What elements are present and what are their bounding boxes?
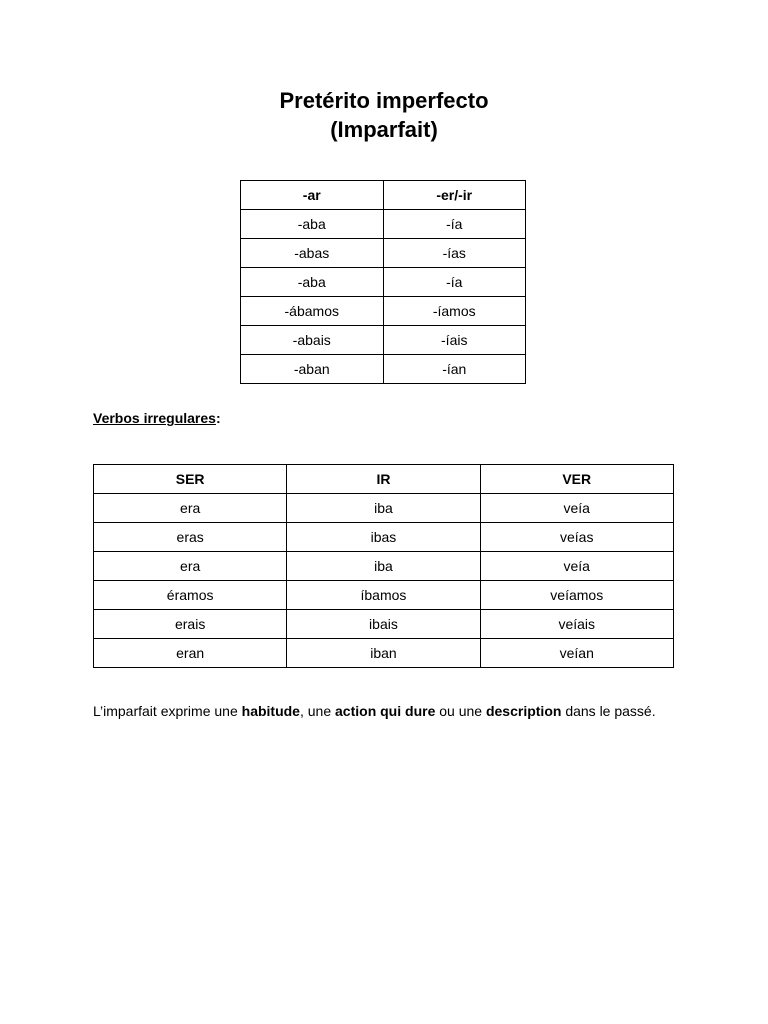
table-row [94,610,674,639]
note-emphasis-habitude: habitude [241,703,300,719]
note-text: , une [299,703,336,719]
table-cell: veía [480,552,673,581]
table-cell: -aban [241,355,384,384]
note-text: dans le passé. [561,703,656,719]
table-cell: -abais [241,326,384,355]
table-cell: ibais [287,610,480,639]
table-cell: veían [480,639,673,668]
table-cell: éramos [94,581,287,610]
note-emphasis-description: description [485,703,562,719]
table-cell: íbamos [287,581,480,610]
table-cell: era [94,552,287,581]
usage-note [93,703,693,719]
table-row [241,326,526,355]
table-row [94,494,674,523]
table-cell: eras [94,523,287,552]
header-cell-ar: -ar [241,181,384,210]
table-row [241,297,526,326]
table-row [241,239,526,268]
page-title-line-1: Pretérito imperfecto [279,88,489,113]
note-text: L’imparfait exprime une [93,703,242,719]
table-cell: -aba [241,268,384,297]
table-cell: -íamos [383,297,526,326]
table-cell: -ábamos [241,297,384,326]
table-row [94,639,674,668]
table-cell: -ía [383,210,526,239]
table-cell: -ía [383,268,526,297]
table-cell: -ían [383,355,526,384]
irregular-verbs-heading-colon: : [215,410,221,426]
table-row [241,355,526,384]
page-title [0,86,768,144]
table-header-row [94,465,674,494]
note-emphasis-action: action qui dure [335,703,436,719]
irregular-verbs-heading-label: Verbos irregulares [93,410,216,426]
header-cell-ir: IR [287,465,480,494]
header-cell-ser: SER [94,465,287,494]
table-header-row [241,181,526,210]
table-cell: iba [287,552,480,581]
table-cell: -aba [241,210,384,239]
table-cell: iban [287,639,480,668]
table-cell: eran [94,639,287,668]
irregular-verbs-table [93,464,674,668]
table-cell: -íais [383,326,526,355]
table-row [94,581,674,610]
table-cell: iba [287,494,480,523]
table-cell: -ías [383,239,526,268]
endings-table [240,180,526,384]
table-row [241,210,526,239]
table-cell: veías [480,523,673,552]
table-cell: veía [480,494,673,523]
note-text: ou une [435,703,486,719]
table-cell: erais [94,610,287,639]
table-cell: -abas [241,239,384,268]
header-cell-er-ir: -er/-ir [383,181,526,210]
table-cell: veíamos [480,581,673,610]
table-cell: era [94,494,287,523]
table-cell: veíais [480,610,673,639]
table-row [94,523,674,552]
table-row [94,552,674,581]
table-cell: ibas [287,523,480,552]
table-row [241,268,526,297]
page-title-line-2: (Imparfait) [330,117,438,142]
irregular-verbs-heading [93,410,221,426]
header-cell-ver: VER [480,465,673,494]
